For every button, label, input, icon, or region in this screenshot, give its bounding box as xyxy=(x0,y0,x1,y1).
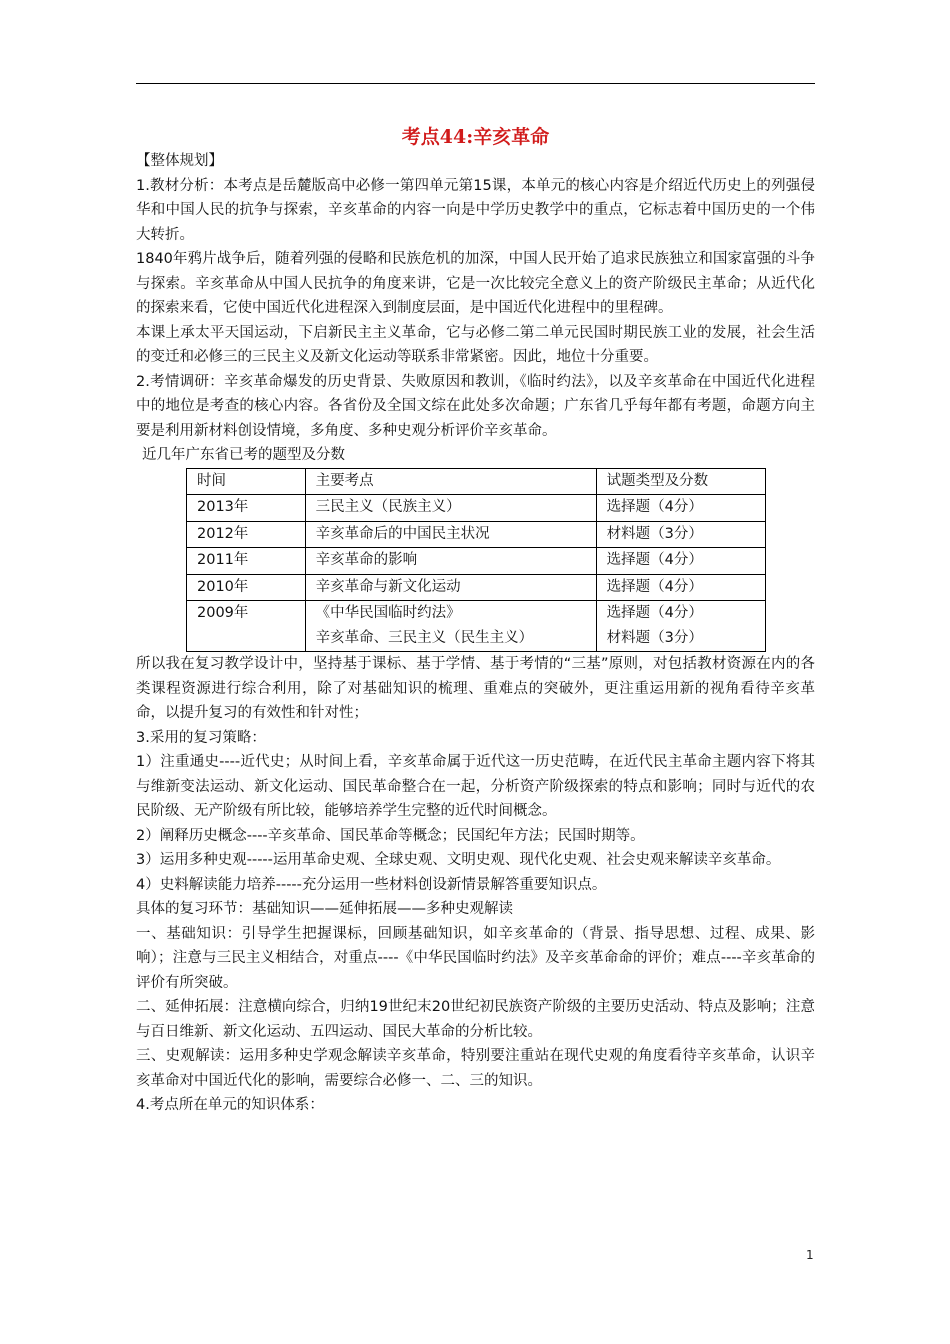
paragraph-strategy-3: 3）运用多种史观-----运用革命史观、全球史观、文明史观、现代化史观、社会史观来解读辛亥革命。 xyxy=(136,852,781,869)
table-row xyxy=(187,495,766,522)
table-cell-year: 2012年 xyxy=(187,521,306,548)
table-row xyxy=(187,548,766,575)
table-header-cell: 时间 xyxy=(187,468,306,495)
document-body xyxy=(136,149,815,1118)
paragraph-exam-research: 2.考情调研：辛亥革命爆发的历史背景、失败原因和教训，《临时约法》，以及辛亥革命在中国近代化进程中的地位是考查的核心内容。各省份及全国文综在此处多次命题；广东省几乎每年都有考题，命题方向主要是利用新材料创设情境，多角度、多种史观分析评价辛亥革命。 xyxy=(136,373,815,439)
table-cell-year: 2010年 xyxy=(187,574,306,601)
paragraph-review-steps: 具体的复习环节：基础知识——延伸拓展——多种史观解读 xyxy=(136,901,513,918)
table-caption: 近几年广东省已考的题型及分数 xyxy=(142,447,345,463)
paragraph-background: 1840年鸦片战争后，随着列强的侵略和民族危机的加深，中国人民开始了追求民族独立和国家富强的斗争与探索。辛亥革命从中国人民抗争的角度来讲，它是一次比较完全意义上的资产阶级民主革命；从近代化的探索来看，它使中国近代化进程深入到制度层面，是中国近代化进程中的里程碑。 xyxy=(136,251,815,316)
table-cell-topic: 辛亥革命与新文化运动 xyxy=(305,574,596,601)
paragraph-design-principle: 所以我在复习教学设计中，坚持基于课标、基于学情、基于考情的“三基”原则，对包括教材资源在内的各类课程资源进行综合利用，除了对基础知识的梳理、重难点的突破外，更注重运用新的视角看待辛亥革命，以提升复习的有效性和针对性； xyxy=(136,656,815,722)
page-title: 考点44:辛亥革命 xyxy=(401,126,550,148)
table-header-cell: 主要考点 xyxy=(305,468,596,495)
table-cell-year: 2013年 xyxy=(187,495,306,522)
table-cell-topic-line: 辛亥革命、三民主义（民生主义） xyxy=(315,630,534,647)
page-number: 1 xyxy=(806,1248,814,1262)
paragraph-strategy-1: 1）注重通史----近代史；从时间上看，辛亥革命属于近代这一历史范畴，在近代民主革命主题内容下将其与维新变法运动、新文化运动、国民革命整合在一起，分析资产阶级探索的特点和影响；同时与近代的农民阶级、无产阶级有所比较，能够培养学生完整的近代时间概念。 xyxy=(136,754,815,820)
paragraph-knowledge-system: 4.考点所在单元的知识体系： xyxy=(136,1097,324,1114)
exam-score-table xyxy=(186,468,766,653)
table-cell-topic-line: 《中华民国临时约法》 xyxy=(315,605,461,622)
table-cell-topic: 辛亥革命后的中国民主状况 xyxy=(305,521,596,548)
table-cell-year: 2011年 xyxy=(187,548,306,575)
table-header-row xyxy=(187,468,766,495)
paragraph-strategy-4: 4）史料解读能力培养-----充分运用一些材料创设新情景解答重要知识点。 xyxy=(136,876,607,893)
table-cell-type: 选择题（4分） xyxy=(596,574,765,601)
paragraph-textbook-analysis: 1.教材分析：本考点是岳麓版高中必修一第四单元第15课，本单元的核心内容是介绍近代历史上的列强侵华和中国人民的抗争与探索，辛亥革命的内容一向是中学历史教学中的重点，它标志着中国历史的一个伟大转折。 xyxy=(136,177,815,243)
table-row xyxy=(187,601,766,652)
paragraph-basic-knowledge: 一、基础知识：引导学生把握课标，回顾基础知识，如辛亥革命的（背景、指导思想、过程、成果、影响）；注意与三民主义相结合，对重点----《中华民国临时约法》及辛亥革命命的评价；难点----辛亥革命的评价有所突破。 xyxy=(136,925,815,991)
table-cell-topic: 三民主义（民族主义） xyxy=(305,495,596,522)
paragraph-position: 本课上承太平天国运动，下启新民主主义革命，它与必修二第二单元民国时期民族工业的发展，社会生活的变迁和必修三的三民主义及新文化运动等联系非常紧密。因此，地位十分重要。 xyxy=(136,324,815,365)
header-rule xyxy=(136,83,815,84)
table-cell-type: 选择题（4分） xyxy=(596,548,765,575)
table-cell-type-line: 材料题（3分） xyxy=(606,630,703,647)
table-cell-type: 选择题（4分） xyxy=(596,495,765,522)
table-row xyxy=(187,574,766,601)
table-cell-type-line: 选择题（4分） xyxy=(606,605,703,622)
paragraph-historiography: 三、史观解读：运用多种史学观念解读辛亥革命，特别要注重站在现代史观的角度看待辛亥革命，认识辛亥革命对中国近代化的影响，需要综合必修一、二、三的知识。 xyxy=(136,1048,815,1089)
section-heading: 【整体规划】 xyxy=(136,153,223,169)
table-cell-year: 2009年 xyxy=(187,601,306,652)
table-cell-type xyxy=(596,601,765,652)
table-cell-topic xyxy=(305,601,596,652)
table-row xyxy=(187,521,766,548)
table-cell-topic: 辛亥革命的影响 xyxy=(305,548,596,575)
paragraph-strategy-2: 2）阐释历史概念----辛亥革命、国民革命等概念；民国纪年方法；民国时期等。 xyxy=(136,827,645,844)
table-cell-type: 材料题（3分） xyxy=(596,521,765,548)
paragraph-extension: 二、延伸拓展：注意横向综合，归纳19世纪末20世纪初民族资产阶级的主要历史活动、特点及影响；注意与百日维新、新文化运动、五四运动、国民大革命的分析比较。 xyxy=(136,999,815,1040)
paragraph-strategy-heading: 3.采用的复习策略： xyxy=(136,729,266,746)
table-header-cell: 试题类型及分数 xyxy=(596,468,765,495)
